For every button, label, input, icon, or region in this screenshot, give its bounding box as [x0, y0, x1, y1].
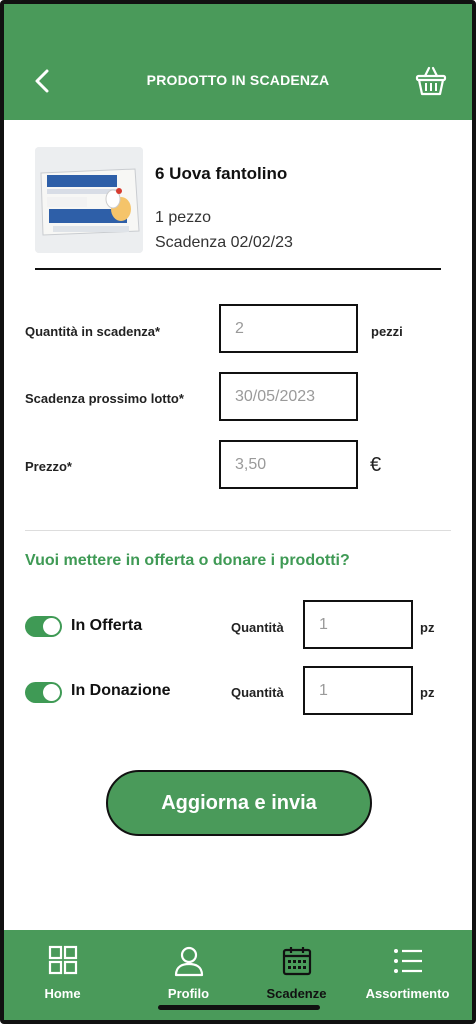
price-label: Prezzo*	[25, 459, 72, 474]
offer-qty-label: Quantità	[231, 620, 284, 635]
section-divider	[25, 530, 451, 531]
next-lot-date-input[interactable]: 30/05/2023	[219, 372, 358, 421]
app-header	[4, 4, 472, 120]
next-lot-label: Scadenza prossimo lotto*	[25, 391, 184, 406]
qty-unit-label: pezzi	[371, 324, 403, 339]
nav-item-home[interactable]	[4, 930, 121, 1024]
donation-unit-label: pz	[420, 685, 435, 700]
product-quantity: 1 pezzo	[155, 209, 212, 226]
currency-symbol: €	[370, 454, 382, 476]
donation-label: In Donazione	[71, 682, 171, 699]
product-image	[35, 147, 143, 253]
home-indicator	[158, 1005, 320, 1010]
user-icon	[173, 945, 205, 977]
offer-question: Vuoi mettere in offerta o donare i prodotti?	[25, 552, 350, 569]
offer-label: In Offerta	[71, 617, 143, 634]
update-and-send-button[interactable]: Aggiorna e invia	[106, 770, 372, 836]
nav-label-expirations: Scadenze	[266, 986, 327, 1001]
nav-label-profile: Profilo	[167, 986, 210, 1001]
nav-item-assortment[interactable]	[349, 930, 466, 1024]
calendar-icon	[281, 945, 313, 977]
price-input[interactable]: 3,50	[219, 440, 358, 489]
product-expiry: Scadenza 02/02/23	[155, 234, 293, 251]
donation-toggle[interactable]	[25, 682, 62, 703]
offer-qty-input[interactable]: 1	[303, 600, 413, 649]
toggle-knob	[43, 684, 60, 701]
expiring-qty-label: Quantità in scadenza*	[25, 324, 161, 339]
grid-icon	[48, 945, 78, 975]
nav-label-assortment: Assortimento	[365, 986, 450, 1001]
product-divider	[35, 268, 441, 270]
offer-unit-label: pz	[420, 620, 435, 635]
page-title: PRODOTTO IN SCADENZA	[146, 72, 330, 88]
egg-carton-image	[35, 147, 143, 253]
toggle-knob	[43, 618, 60, 635]
cart-button[interactable]	[414, 64, 448, 98]
offer-toggle[interactable]	[25, 616, 62, 637]
donation-qty-input[interactable]: 1	[303, 666, 413, 715]
list-icon	[392, 945, 424, 977]
product-name: 6 Uova fantolino	[155, 164, 288, 183]
basket-icon	[414, 64, 448, 98]
nav-label-home: Home	[44, 986, 81, 1001]
donation-qty-label: Quantità	[231, 685, 284, 700]
expiring-qty-input[interactable]: 2	[219, 304, 358, 353]
